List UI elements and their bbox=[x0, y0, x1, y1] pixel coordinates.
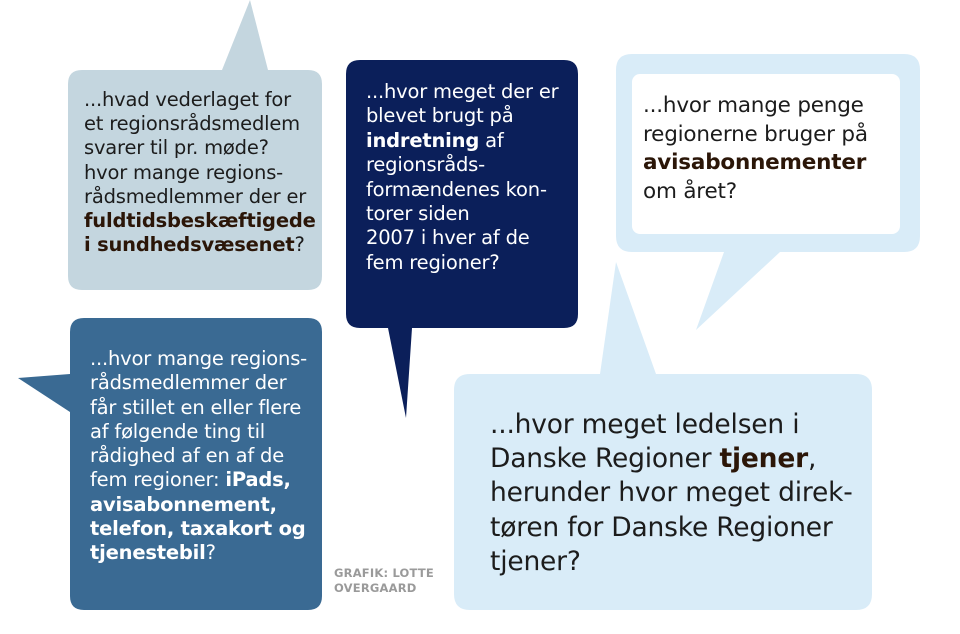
question-avisabonnementer bbox=[643, 92, 898, 206]
text-line bbox=[366, 129, 576, 153]
question-vederlag bbox=[84, 88, 324, 257]
text-line bbox=[84, 233, 324, 257]
text-line bbox=[84, 136, 324, 160]
text-segment: ...hvor meget ledelsen i bbox=[490, 409, 800, 440]
bold-text: fuldtidsbeskæftigede bbox=[84, 208, 316, 232]
text-line bbox=[366, 251, 576, 275]
text-line bbox=[643, 178, 898, 207]
text-segment: rådighed af en af de bbox=[90, 444, 285, 468]
text-segment: får stillet en eller flere bbox=[90, 395, 302, 419]
text-segment: ? bbox=[294, 233, 305, 257]
text-segment: fem regioner: bbox=[90, 468, 226, 492]
text-segment: tøren for Danske Regioner bbox=[490, 511, 833, 543]
text-line bbox=[366, 202, 576, 226]
graphic-credit bbox=[334, 566, 434, 596]
question-ledelsen bbox=[490, 408, 860, 579]
text-line bbox=[490, 545, 860, 579]
text-segment: ...hvor meget der er bbox=[366, 80, 559, 103]
text-line bbox=[90, 444, 322, 468]
bold-text: indretning bbox=[366, 128, 480, 152]
text-line bbox=[366, 153, 576, 177]
text-line bbox=[84, 209, 324, 233]
text-segment: fem regioner? bbox=[366, 250, 500, 274]
text-segment: regionsråds- bbox=[366, 153, 485, 177]
bold-text: tjener bbox=[719, 443, 808, 475]
text-segment: af følgende ting til bbox=[90, 419, 266, 443]
text-line bbox=[90, 541, 322, 565]
text-segment: formændenes kon- bbox=[366, 177, 547, 201]
text-line bbox=[643, 149, 898, 178]
text-line bbox=[643, 92, 898, 121]
text-line bbox=[84, 112, 324, 136]
text-line bbox=[90, 468, 322, 492]
text-segment: hvor mange regions- bbox=[84, 160, 283, 184]
text-segment: Danske Regioner bbox=[490, 443, 720, 475]
text-segment: ? bbox=[205, 541, 216, 565]
bold-text: telefon, taxakort og bbox=[90, 516, 306, 540]
text-segment: regionerne bruger på bbox=[643, 121, 868, 147]
text-line bbox=[84, 161, 324, 185]
text-line bbox=[366, 226, 576, 250]
text-segment: af bbox=[479, 128, 504, 152]
question-ting bbox=[90, 347, 322, 565]
text-line bbox=[90, 517, 322, 541]
text-segment: tjener? bbox=[490, 545, 581, 577]
text-line bbox=[490, 408, 860, 442]
credit-line-2: OVERGAARD bbox=[334, 580, 417, 595]
text-line bbox=[90, 371, 322, 395]
text-segment: svarer til pr. møde? bbox=[84, 136, 269, 160]
text-segment: blevet brugt på bbox=[366, 104, 514, 128]
bold-text: iPads, bbox=[225, 468, 291, 492]
credit-line-1: GRAFIK: LOTTE bbox=[334, 566, 434, 580]
text-segment: et regionsrådsmedlem bbox=[84, 112, 300, 136]
text-segment: 2007 i hver af de bbox=[366, 226, 530, 250]
bold-text: avisabonnement, bbox=[90, 492, 277, 516]
text-segment: ...hvor mange penge bbox=[643, 93, 864, 118]
text-line bbox=[90, 396, 322, 420]
text-segment: herunder hvor meget direk- bbox=[490, 477, 853, 509]
text-segment: ...hvor mange regions- bbox=[90, 347, 307, 370]
bold-text: avisabonnementer bbox=[643, 150, 867, 176]
text-line bbox=[490, 476, 860, 510]
text-line bbox=[490, 442, 860, 476]
bold-text: i sundhedsvæsenet bbox=[84, 233, 295, 257]
text-line bbox=[84, 88, 324, 112]
text-line bbox=[84, 185, 324, 209]
text-segment: om året? bbox=[643, 178, 737, 204]
text-line bbox=[366, 104, 576, 128]
text-line bbox=[366, 178, 576, 202]
text-line bbox=[90, 493, 322, 517]
bold-text: tjenestebil bbox=[90, 541, 206, 565]
text-line bbox=[643, 121, 898, 150]
text-segment: rådsmedlemmer der bbox=[90, 371, 287, 395]
text-segment: ...hvad vederlaget for bbox=[84, 88, 291, 111]
text-segment: , bbox=[807, 443, 817, 475]
text-segment: torer siden bbox=[366, 201, 470, 225]
text-line bbox=[490, 511, 860, 545]
text-line bbox=[366, 80, 576, 104]
text-segment: rådsmedlemmer der er bbox=[84, 184, 307, 208]
text-line bbox=[90, 420, 322, 444]
question-indretning bbox=[366, 80, 576, 275]
text-line bbox=[90, 347, 322, 371]
